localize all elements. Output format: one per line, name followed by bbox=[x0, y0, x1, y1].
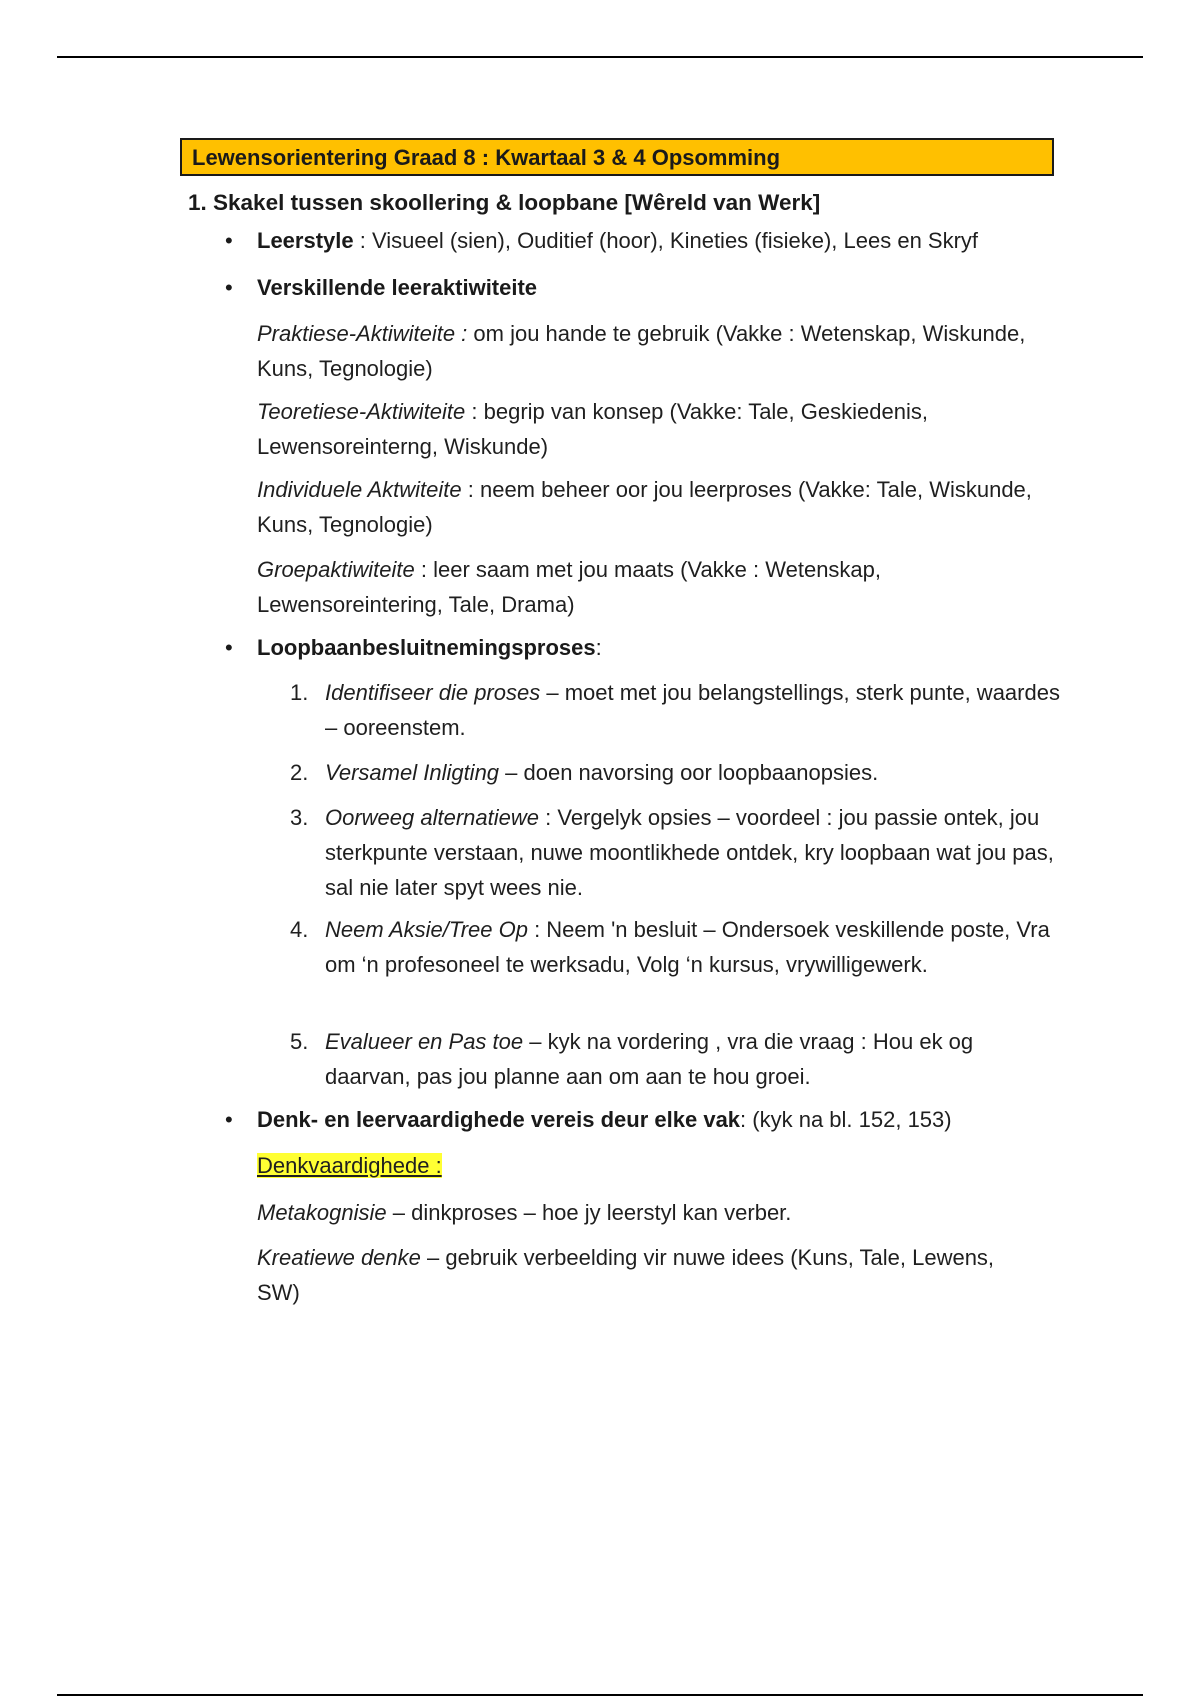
bullet-dot: • bbox=[225, 1107, 233, 1132]
section-heading: 1. Skakel tussen skoollering & loopbane [Wêreld van Werk] bbox=[188, 190, 821, 215]
denk-item-text: – gebruik verbeelding vir nuwe idees (Kuns, Tale, Lewens, SW) bbox=[257, 1245, 995, 1305]
bullet-dot: • bbox=[225, 228, 233, 253]
step-term: Versamel Inligting bbox=[325, 760, 500, 785]
aktiwiteit-text: : leer saam met jou maats (Vakke : Wetenskap, Lewensoreintering, Tale, Drama) bbox=[257, 557, 882, 617]
bullet-dot: • bbox=[225, 275, 233, 300]
denk-term: Kreatiewe denke bbox=[257, 1245, 421, 1270]
proses-step bbox=[290, 912, 1060, 982]
step-text: – kyk na vordering , vra die vraag : Hou ek og daarvan, pas jou planne aan om aan te hou groei. bbox=[325, 1029, 974, 1089]
step-text: : Vergelyk opsies – voordeel : jou passie ontek, jou sterkpunte verstaan, nuwe moontlikhede ontdek, kry loopbaan wat jou pas, sal nie later spyt wees nie. bbox=[325, 805, 1054, 900]
step-text: : Neem 'n besluit – Ondersoek veskillende poste, Vra om ‘n profesoneel te werksadu, Volg ‘n kursus, vrywilligewerk. bbox=[325, 917, 1050, 977]
step-term: Identifiseer die proses bbox=[325, 680, 541, 705]
step-number: 3. bbox=[290, 805, 309, 830]
denk-paragraph bbox=[257, 1240, 1037, 1310]
aktiwiteit-term: Praktiese-Aktiwiteite : bbox=[257, 321, 468, 346]
step-text: – moet met jou belangstellings, sterk punte, waardes – ooreenstem. bbox=[325, 680, 1060, 740]
aktiwiteit-text: om jou hande te gebruik (Vakke : Wetenskap, Wiskunde, Kuns, Tegnologie) bbox=[257, 321, 1026, 381]
step-number: 2. bbox=[290, 760, 309, 785]
denkvaardighede-highlight: Denkvaardighede : bbox=[257, 1153, 442, 1178]
step-term: Evalueer en Pas toe bbox=[325, 1029, 524, 1054]
aktiwiteit-term: Individuele Aktwiteite bbox=[257, 477, 462, 502]
step-term: Oorweeg alternatiewe bbox=[325, 805, 540, 830]
proses-colon: : bbox=[595, 635, 602, 660]
aktiwiteit-term: Teoretiese-Aktiwiteite bbox=[257, 399, 466, 424]
proses-step bbox=[290, 755, 1060, 790]
proses-step bbox=[290, 1024, 1060, 1094]
denk-heading: Denk- en leervaardighede vereis deur elke vak bbox=[257, 1107, 741, 1132]
bullet-proses bbox=[225, 630, 1057, 665]
bullet-dot: • bbox=[225, 635, 233, 660]
header-rule bbox=[57, 56, 1143, 58]
aktiwiteit-paragraph bbox=[257, 472, 1037, 542]
bullet-denk bbox=[225, 1102, 1057, 1137]
bullet-aktiwiteite bbox=[225, 270, 1057, 305]
denk-text: : (kyk na bl. 152, 153) bbox=[740, 1107, 952, 1132]
proses-step bbox=[290, 800, 1060, 905]
aktiwiteit-term: Groepaktiwiteite bbox=[257, 557, 415, 582]
aktiwiteit-paragraph bbox=[257, 552, 1037, 622]
step-number: 5. bbox=[290, 1029, 309, 1054]
proses-step bbox=[290, 675, 1060, 745]
step-term: Neem Aksie/Tree Op bbox=[325, 917, 528, 942]
denk-paragraph bbox=[257, 1195, 1037, 1230]
document-title: Lewensorientering Graad 8 : Kwartaal 3 & 4 Opsomming bbox=[180, 138, 1054, 176]
aktiwiteit-paragraph bbox=[257, 394, 1037, 464]
step-number: 1. bbox=[290, 680, 309, 705]
bullet-leerstyle bbox=[225, 223, 1057, 258]
step-number: 4. bbox=[290, 917, 309, 942]
leerstyle-label: Leerstyle bbox=[257, 228, 354, 253]
aktiwiteit-text: : begrip van konsep (Vakke: Tale, Geskiedenis, Lewensoreinterng, Wiskunde) bbox=[257, 399, 928, 459]
aktiwiteite-heading: Verskillende leeraktiwiteite bbox=[257, 275, 538, 300]
footer-rule bbox=[57, 1694, 1143, 1696]
denk-item-text: – dinkproses – hoe jy leerstyl kan verber. bbox=[386, 1200, 792, 1225]
proses-heading: Loopbaanbesluitnemingsproses bbox=[257, 635, 596, 660]
aktiwiteit-paragraph bbox=[257, 316, 1037, 386]
denk-highlight-paragraph bbox=[257, 1148, 1037, 1183]
leerstyle-text: : Visueel (sien), Ouditief (hoor), Kineties (fisieke), Lees en Skryf bbox=[353, 228, 979, 253]
denk-term: Metakognisie bbox=[257, 1200, 387, 1225]
step-text: – doen navorsing oor loopbaanopsies. bbox=[499, 760, 879, 785]
aktiwiteit-text: : neem beheer oor jou leerproses (Vakke: Tale, Wiskunde, Kuns, Tegnologie) bbox=[257, 477, 1032, 537]
